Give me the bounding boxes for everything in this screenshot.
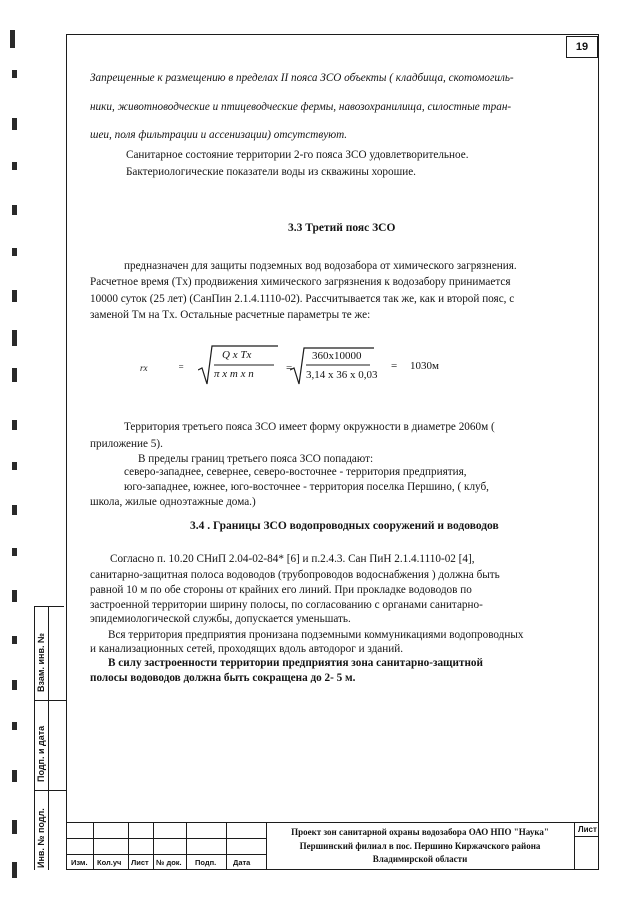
- page-number: 19: [566, 36, 598, 58]
- formula-eq2: =: [286, 362, 293, 374]
- territory-line-4: северо-западнее, севернее, северо-восточнее - территория предприятия,: [124, 466, 467, 478]
- section-3-4-line-6: Вся территория предприятия пронизана подземными коммуникациями водопроводных: [108, 629, 524, 641]
- col-data: Дата: [233, 858, 251, 867]
- intro-line-2: ники, животноводческие и птицеводческие фермы, навозохранилища, силостные тран-: [90, 101, 512, 113]
- title-line-3: Владимирской области: [372, 854, 468, 864]
- formula-eq1: =: [178, 362, 185, 372]
- territory-line-2: приложение 5).: [90, 438, 163, 450]
- sheet-label: Лист: [578, 825, 597, 834]
- intro-plain-1: Санитарное состояние территории 2-го пояса ЗСО удовлетворительное.: [126, 149, 469, 161]
- inv-podl-label: Инв. № подл.: [36, 808, 46, 868]
- title-line-1: Проект зон санитарной охраны водозабора ОАО НПО "Наука": [291, 827, 549, 837]
- col-list: Лист: [131, 858, 149, 867]
- territory-line-6: школа, жилые одноэтажные дома.): [90, 496, 256, 508]
- formula-num1: Q x Tх: [222, 349, 252, 361]
- section-3-3-line-1: предназначен для защиты подземных вод водозабора от химического загрязнения.: [124, 260, 517, 272]
- territory-line-5: юго-западнее, южнее, юго-восточнее - территория поселка Першино, ( клуб,: [124, 481, 489, 493]
- col-koluch: Кол.уч: [97, 858, 122, 867]
- formula-result: 1030м: [410, 360, 439, 372]
- col-podp: Подп.: [195, 858, 217, 867]
- section-3-4-heading: 3.4 . Границы ЗСО водопроводных сооружений и водоводов: [190, 520, 499, 532]
- section-3-3-line-2: Расчетное время (Tх) продвижения химического загрязнения к водозабору принимается: [90, 276, 511, 288]
- formula-den2: 3,14 x 36 x 0,03: [306, 369, 378, 381]
- intro-plain-2: Бактериологические показатели воды из скважины хорошие.: [126, 166, 416, 178]
- section-3-4-line-5: эпидемиологической службы, допускается уменьшать.: [90, 613, 351, 625]
- formula-den1: π x m x n: [214, 368, 254, 380]
- section-3-4-line-2: санитарно-защитная полоса водоводов (трубопроводов водоснабжения ) должна быть: [90, 569, 500, 581]
- col-izm: Изм.: [71, 858, 88, 867]
- section-3-4-line-7: и канализационных сетей, проходящих вдоль автодорог и зданий.: [90, 643, 404, 655]
- intro-line-3: шеи, поля фильтрации и ассенизации) отсутствуют.: [90, 129, 348, 141]
- podp-data-label: Подп. и дата: [36, 725, 46, 782]
- section-3-3-heading: 3.3 Третий пояс ЗСО: [288, 222, 396, 234]
- territory-line-3: В пределы границ третьего пояса ЗСО попадают:: [138, 453, 374, 465]
- formula-lhs: rх: [140, 363, 148, 373]
- vzam-inv-label: Взам. инв. №: [36, 632, 46, 692]
- section-3-4-line-9: полосы водоводов должна быть сокращена до 2- 5 м.: [90, 672, 356, 684]
- section-3-4-line-4: застроенной территории ширину полосы, по согласованию с органами санитарно-: [90, 599, 483, 611]
- territory-line-1: Территория третьего пояса ЗСО имеет форму окружности в диаметре 2060м (: [124, 421, 495, 433]
- section-3-4-line-1: Согласно п. 10.20 СНиП 2.04-02-84* [6] и п.2.4.3. Сан ПиН 2.1.4.1110-02 [4],: [110, 553, 475, 565]
- formula-num2: 360x10000: [312, 350, 362, 362]
- formula-eq3: =: [391, 360, 398, 372]
- col-ndok: № док.: [156, 858, 182, 867]
- intro-line-1: Запрещенные к размещению в пределах II пояса ЗСО объекты ( кладбища, скотомогиль-: [90, 72, 514, 84]
- section-3-3-line-3: 10000 суток (25 лет) (СанПин 2.1.4.1110-02). Рассчитывается так же, как и второй пояс, с: [90, 293, 515, 305]
- section-3-3-line-4: заменой Tм на Tх. Остальные расчетные параметры те же:: [90, 309, 371, 321]
- section-3-4-line-8: В силу застроенности территории предприятия зона санитарно-защитной: [108, 657, 483, 669]
- section-3-4-line-3: равной 10 м по обе стороны от крайних его линий. При прокладке водоводов по: [90, 584, 472, 596]
- title-line-2: Першинский филиал в пос. Першино Киржачского района: [299, 841, 541, 851]
